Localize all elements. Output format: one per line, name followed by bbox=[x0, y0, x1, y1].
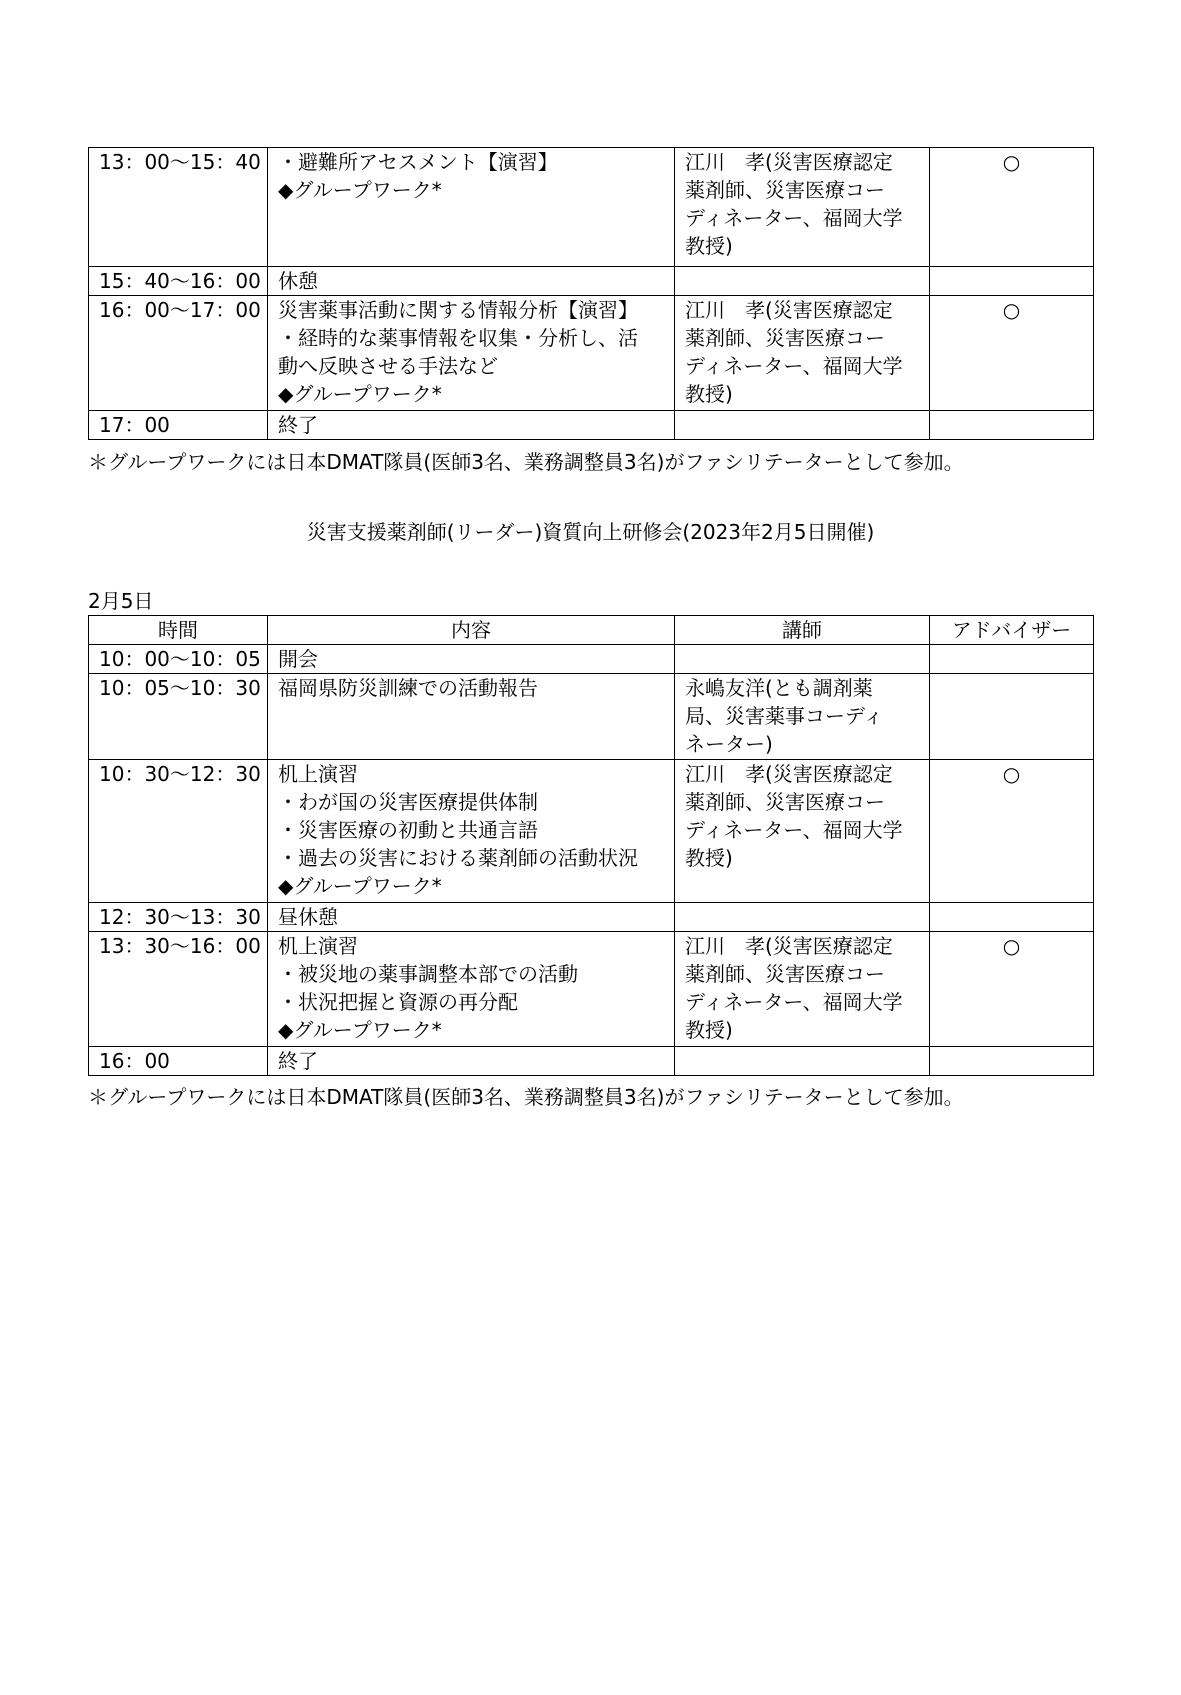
advisor-cell bbox=[930, 411, 1094, 440]
content-line: 終了 bbox=[278, 413, 318, 437]
advisor-cell bbox=[930, 645, 1094, 674]
content-line: ・過去の災害における薬剤師の活動状況 bbox=[278, 846, 638, 870]
content-line: ◆グループワーク* bbox=[278, 1018, 442, 1042]
table-row bbox=[89, 932, 1094, 1047]
date-label: 2月5日 bbox=[88, 589, 154, 613]
section-title: 災害支援薬剤師(リーダー)資質向上研修会(2023年2月5日開催) bbox=[306, 520, 875, 544]
table-row bbox=[89, 296, 1094, 411]
content-cell bbox=[268, 760, 675, 903]
lecturer-cell bbox=[675, 760, 930, 903]
time-cell: 13：00～15：40 bbox=[89, 148, 268, 267]
lecturer-line: 薬剤師、災害医療コー bbox=[685, 178, 885, 202]
lecturer-line: 江川 孝(災害医療認定 bbox=[685, 298, 893, 322]
groupwork-note-2: ＊グループワークには日本DMAT隊員(医師3名、業務調整員3名)がファシリテーターとして参加。 bbox=[88, 1085, 964, 1109]
time-cell: 13：30～16：00 bbox=[89, 932, 268, 1047]
content-line: 机上演習 bbox=[278, 934, 358, 958]
content-line: ◆グループワーク* bbox=[278, 382, 442, 406]
content-cell bbox=[268, 411, 675, 440]
lecturer-line: 局、災害薬事コーディ bbox=[685, 704, 884, 728]
advisor-cell: ○ bbox=[930, 932, 1094, 1047]
content-line: ・経時的な薬事情報を収集・分析し、活 bbox=[278, 326, 638, 350]
lecturer-cell bbox=[675, 903, 930, 932]
header-lecturer: 講師 bbox=[675, 616, 930, 645]
content-line: 災害薬事活動に関する情報分析【演習】 bbox=[278, 298, 638, 322]
lecturer-cell bbox=[675, 296, 930, 411]
time-cell: 10：05～10：30 bbox=[89, 674, 268, 760]
time-cell: 16：00 bbox=[89, 1047, 268, 1076]
table-row bbox=[89, 674, 1094, 760]
time-cell: 17：00 bbox=[89, 411, 268, 440]
table-row bbox=[89, 645, 1094, 674]
lecturer-line: 教授) bbox=[685, 846, 733, 870]
content-cell bbox=[268, 932, 675, 1047]
table-row bbox=[89, 267, 1094, 296]
lecturer-line: 永嶋友洋(とも調剤薬 bbox=[685, 676, 873, 700]
lecturer-line: 薬剤師、災害医療コー bbox=[685, 326, 885, 350]
content-line: ・状況把握と資源の再分配 bbox=[278, 990, 518, 1014]
content-line: 昼休憩 bbox=[278, 905, 338, 929]
content-line: 開会 bbox=[278, 647, 318, 671]
content-line: 動へ反映させる手法など bbox=[278, 354, 498, 378]
schedule-table-feb5 bbox=[88, 615, 1094, 1076]
content-cell bbox=[268, 148, 675, 267]
content-cell bbox=[268, 903, 675, 932]
lecturer-line: 江川 孝(災害医療認定 bbox=[685, 150, 893, 174]
table-header-row bbox=[89, 616, 1094, 645]
content-line: ・被災地の薬事調整本部での活動 bbox=[278, 962, 578, 986]
table-row bbox=[89, 411, 1094, 440]
content-line: 福岡県防災訓練での活動報告 bbox=[278, 676, 538, 700]
lecturer-cell bbox=[675, 645, 930, 674]
header-advisor: アドバイザー bbox=[930, 616, 1094, 645]
content-line: ・避難所アセスメント【演習】 bbox=[278, 150, 558, 174]
content-cell bbox=[268, 1047, 675, 1076]
advisor-cell bbox=[930, 903, 1094, 932]
lecturer-cell bbox=[675, 674, 930, 760]
content-line: ・わが国の災害医療提供体制 bbox=[278, 790, 538, 814]
content-line: ◆グループワーク* bbox=[278, 874, 442, 898]
content-line: 休憩 bbox=[278, 269, 318, 293]
lecturer-line: 薬剤師、災害医療コー bbox=[685, 962, 885, 986]
content-line: 終了 bbox=[278, 1049, 318, 1073]
table-row bbox=[89, 760, 1094, 903]
advisor-cell: ○ bbox=[930, 148, 1094, 267]
time-cell: 16：00～17：00 bbox=[89, 296, 268, 411]
lecturer-cell bbox=[675, 267, 930, 296]
header-content: 内容 bbox=[268, 616, 675, 645]
content-cell bbox=[268, 267, 675, 296]
table-row bbox=[89, 903, 1094, 932]
content-line: ◆グループワーク* bbox=[278, 178, 442, 202]
time-cell: 10：30～12：30 bbox=[89, 760, 268, 903]
lecturer-line: 教授) bbox=[685, 234, 733, 258]
time-cell: 10：00～10：05 bbox=[89, 645, 268, 674]
advisor-cell: ○ bbox=[930, 760, 1094, 903]
lecturer-cell bbox=[675, 932, 930, 1047]
advisor-cell: ○ bbox=[930, 296, 1094, 411]
lecturer-line: 教授) bbox=[685, 382, 733, 406]
content-cell bbox=[268, 674, 675, 760]
advisor-cell bbox=[930, 1047, 1094, 1076]
content-cell bbox=[268, 645, 675, 674]
advisor-cell bbox=[930, 267, 1094, 296]
lecturer-line: 薬剤師、災害医療コー bbox=[685, 790, 885, 814]
content-line: ・災害医療の初動と共通言語 bbox=[278, 818, 538, 842]
lecturer-line: ネーター) bbox=[685, 732, 773, 756]
header-time: 時間 bbox=[89, 616, 268, 645]
lecturer-line: ディネーター、福岡大学 bbox=[685, 354, 903, 378]
time-cell: 15：40～16：00 bbox=[89, 267, 268, 296]
lecturer-line: 江川 孝(災害医療認定 bbox=[685, 934, 893, 958]
lecturer-cell bbox=[675, 148, 930, 267]
schedule-table-continued bbox=[88, 147, 1094, 440]
content-line: 机上演習 bbox=[278, 762, 358, 786]
groupwork-note-1: ＊グループワークには日本DMAT隊員(医師3名、業務調整員3名)がファシリテーターとして参加。 bbox=[88, 450, 964, 474]
lecturer-line: ディネーター、福岡大学 bbox=[685, 818, 903, 842]
advisor-cell bbox=[930, 674, 1094, 760]
lecturer-line: 教授) bbox=[685, 1018, 733, 1042]
lecturer-cell bbox=[675, 1047, 930, 1076]
lecturer-line: ディネーター、福岡大学 bbox=[685, 206, 903, 230]
table-row bbox=[89, 148, 1094, 267]
content-cell bbox=[268, 296, 675, 411]
table-row bbox=[89, 1047, 1094, 1076]
lecturer-line: ディネーター、福岡大学 bbox=[685, 990, 903, 1014]
time-cell: 12：30～13：30 bbox=[89, 903, 268, 932]
lecturer-line: 江川 孝(災害医療認定 bbox=[685, 762, 893, 786]
lecturer-cell bbox=[675, 411, 930, 440]
